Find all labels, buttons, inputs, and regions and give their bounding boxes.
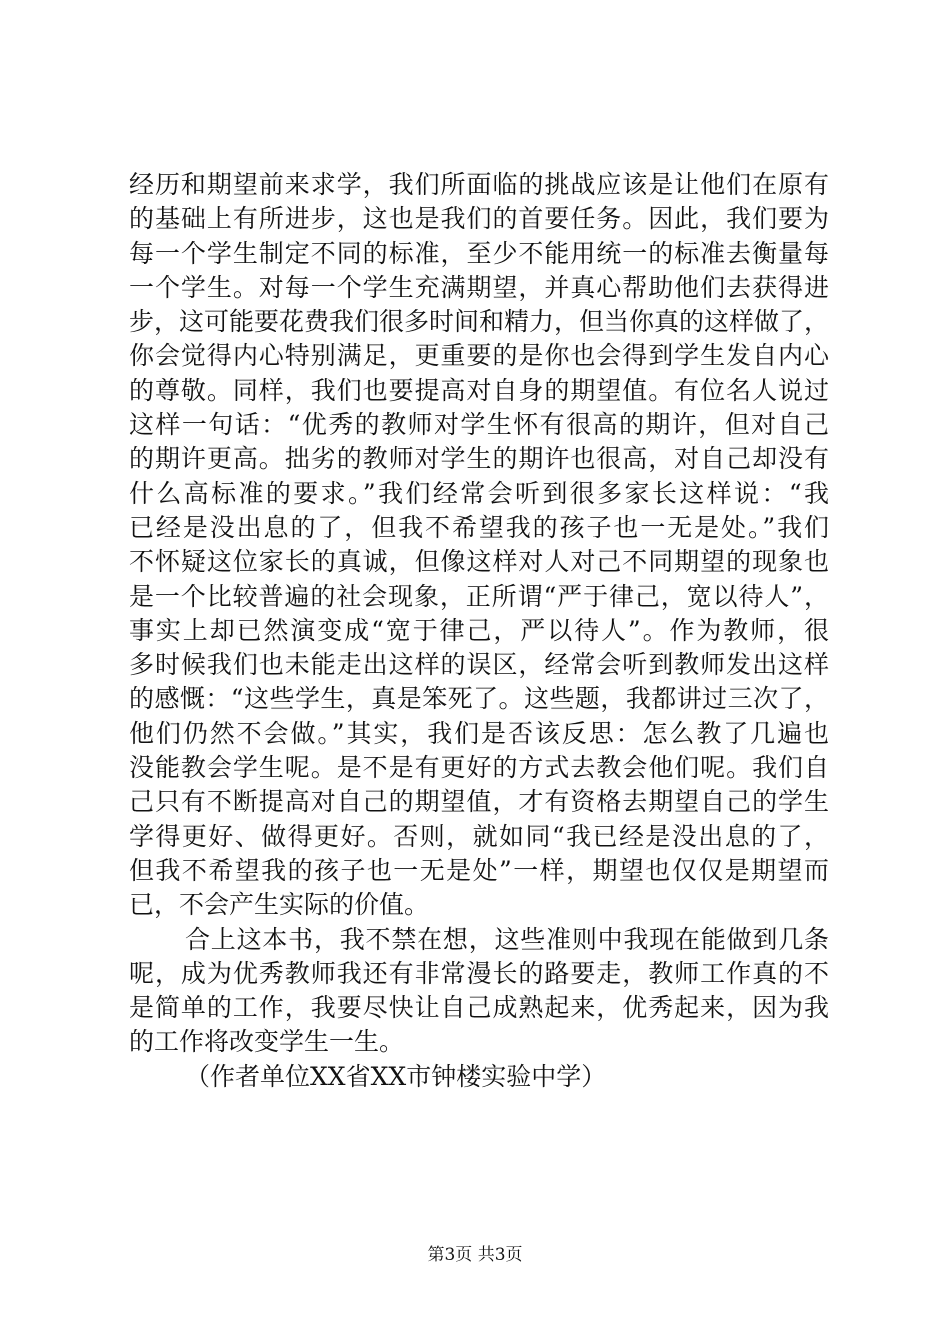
paragraph bbox=[129, 923, 829, 1060]
text-line: 一个学生。对每一个学生充满期望，并真心帮助他们去获得进 bbox=[129, 272, 829, 302]
text-line: 经历和期望前来求学，我们所面临的挑战应该是让他们在原有 bbox=[129, 170, 829, 199]
text-line: （作者单位XX省XX市钟楼实验中学） bbox=[185, 1061, 607, 1091]
text-line: 他们仍然不会做。”其实，我们是否该反思：怎么教了几遍也 bbox=[129, 718, 829, 748]
text-line: 这样一句话：“优秀的教师对学生怀有很高的期许，但对自己 bbox=[129, 410, 829, 440]
text-line: 多时候我们也未能走出这样的误区，经常会听到教师发出这样 bbox=[129, 650, 829, 680]
text-line: 步，这可能要花费我们很多时间和精力，但当你真的这样做了， bbox=[129, 307, 830, 337]
document-body bbox=[129, 168, 829, 1094]
text-line: 己只有不断提高对自己的期望值，才有资格去期望自己的学生 bbox=[129, 787, 829, 817]
text-line: 的感慨：“这些学生，真是笨死了。这些题，我都讲过三次了， bbox=[129, 684, 829, 714]
text-line: 不怀疑这位家长的真诚，但像这样对人对己不同期望的现象也 bbox=[129, 547, 829, 577]
text-line: 什么高标准的要求。”我们经常会听到很多家长这样说：“我 bbox=[129, 478, 829, 508]
page-footer: 第3页 共3页 bbox=[427, 1245, 523, 1265]
text-line: 是简单的工作，我要尽快让自己成熟起来，优秀起来，因为我 bbox=[129, 993, 829, 1023]
text-line: 但我不希望我的孩子也一无是处”一样，期望也仅仅是期望而 bbox=[129, 855, 829, 885]
text-line: 的期许更高。拙劣的教师对学生的期许也很高，对自己却没有 bbox=[129, 444, 829, 474]
paragraph bbox=[129, 168, 829, 923]
text-line: 的基础上有所进步，这也是我们的首要任务。因此，我们要为 bbox=[129, 204, 829, 234]
text-line: 你会觉得内心特别满足，更重要的是你也会得到学生发自内心 bbox=[129, 341, 829, 371]
paragraph bbox=[129, 1060, 829, 1094]
text-line: 没能教会学生呢。是不是有更好的方式去教会他们呢。我们自 bbox=[129, 753, 829, 783]
text-line: 每一个学生制定不同的标准，至少不能用统一的标准去衡量每 bbox=[129, 238, 829, 268]
text-line: 学得更好、做得更好。否则，就如同“我已经是没出息的了， bbox=[129, 821, 829, 851]
text-line: 是一个比较普遍的社会现象，正所谓“严于律己，宽以待人”， bbox=[129, 581, 829, 611]
text-line: 已，不会产生实际的价值。 bbox=[129, 890, 430, 920]
text-line: 呢，成为优秀教师我还有非常漫长的路要走，教师工作真的不 bbox=[129, 958, 829, 988]
text-line: 已经是没出息的了，但我不希望我的孩子也一无是处。”我们 bbox=[129, 512, 829, 542]
text-line: 事实上却已然演变成“宽于律己，严以待人”。作为教师，很 bbox=[129, 615, 829, 645]
text-line: 的尊敬。同样，我们也要提高对自身的期望值。有位名人说过 bbox=[129, 375, 829, 405]
text-line: 的工作将改变学生一生。 bbox=[129, 1027, 405, 1057]
text-line: 合上这本书，我不禁在想，这些准则中我现在能做到几条 bbox=[185, 924, 829, 954]
